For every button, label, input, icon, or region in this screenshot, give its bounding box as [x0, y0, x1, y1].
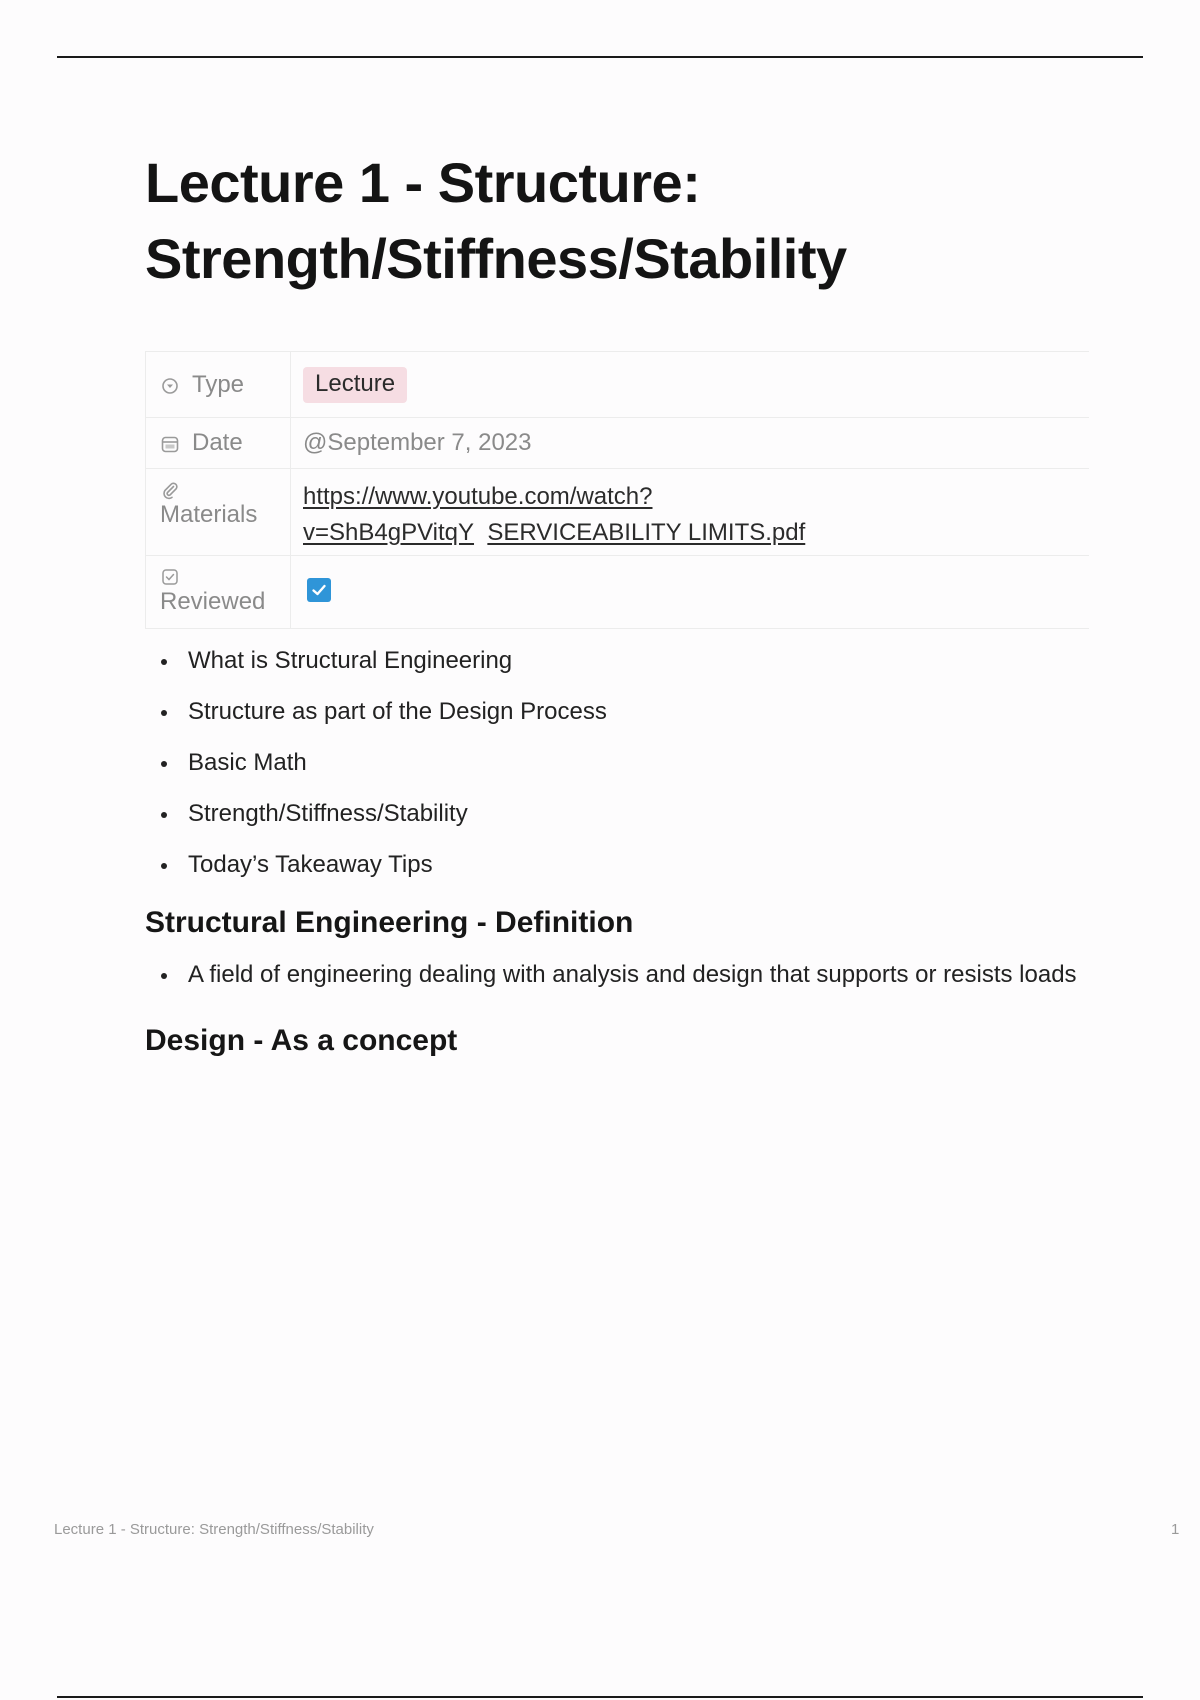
check-icon — [310, 581, 328, 599]
outline-list — [145, 643, 1089, 883]
property-value-materials — [291, 469, 1089, 555]
property-key-date — [145, 418, 291, 468]
paperclip-icon — [160, 479, 180, 499]
property-key-reviewed — [145, 556, 291, 628]
property-row-materials — [145, 469, 1089, 556]
property-label-reviewed: Reviewed — [160, 588, 266, 615]
list-item: Structure as part of the Design Process — [145, 694, 1089, 730]
list-item: Today’s Takeaway Tips — [145, 847, 1089, 883]
youtube-link-line1: https://www.youtube.com/watch? — [303, 483, 653, 510]
page-content — [145, 145, 1089, 1069]
property-row-date — [145, 418, 1089, 469]
section-heading-design: Design - As a concept — [145, 1024, 458, 1057]
property-value-reviewed — [291, 556, 1089, 628]
footer-title: Lecture 1 - Structure: Strength/Stiffness/Stability — [54, 1521, 374, 1538]
list-item: What is Structural Engineering — [145, 643, 1089, 679]
list-item: Basic Math — [145, 745, 1089, 781]
youtube-link-line2: v=ShB4gPVitqY — [303, 519, 475, 546]
checkbox-outline-icon — [160, 566, 180, 586]
property-value-type[interactable] — [291, 352, 1089, 417]
list-item: A field of engineering dealing with analysis and design that supports or resists loads — [145, 957, 1089, 993]
list-item: Strength/Stiffness/Stability — [145, 796, 1089, 832]
top-rule — [57, 56, 1143, 58]
property-value-date[interactable]: @September 7, 2023 — [303, 429, 532, 456]
page-title: Lecture 1 - Structure: Strength/Stiffness/Stability — [145, 151, 847, 290]
property-label-type: Type — [192, 370, 245, 398]
properties-table — [145, 351, 1089, 629]
type-tag[interactable]: Lecture — [303, 367, 407, 403]
reviewed-checkbox[interactable] — [307, 578, 331, 602]
property-key-materials — [145, 469, 291, 555]
footer-page-number: 1 — [1171, 1521, 1180, 1538]
calendar-icon — [160, 433, 180, 453]
property-key-type — [145, 352, 291, 417]
target-icon — [160, 375, 180, 395]
bottom-rule — [57, 1696, 1143, 1698]
property-row-type — [145, 352, 1089, 418]
definition-list — [145, 957, 1089, 993]
property-label-materials: Materials — [160, 501, 258, 528]
property-label-date: Date — [192, 429, 243, 456]
pdf-link[interactable]: SERVICEABILITY LIMITS.pdf — [487, 519, 806, 546]
section-heading-definition: Structural Engineering - Definition — [145, 906, 634, 939]
property-row-reviewed — [145, 556, 1089, 629]
